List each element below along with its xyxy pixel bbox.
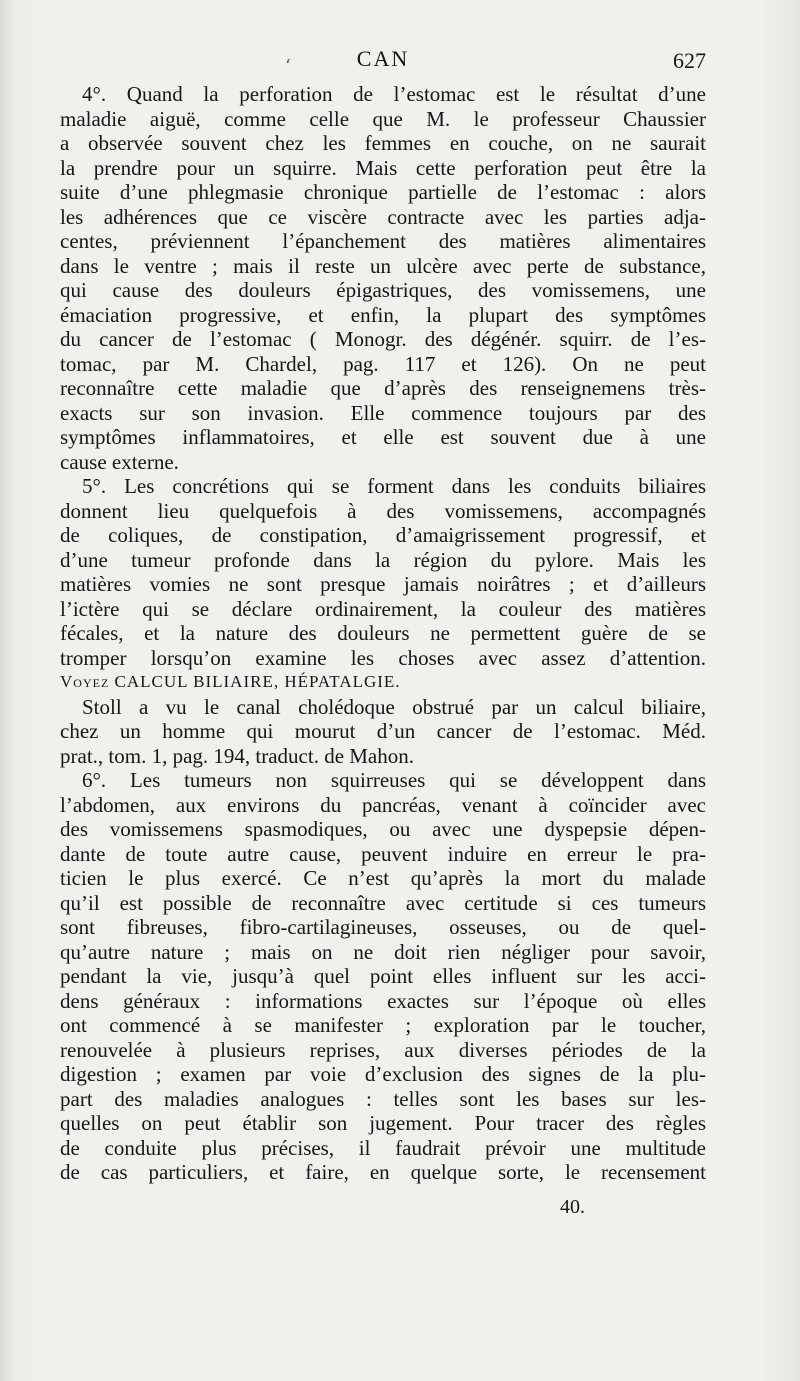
text-line: du cancer de l’estomac ( Monogr. des dégénér. squirr. de l’es- <box>60 327 706 351</box>
text-line: 6°. Les tumeurs non squirreuses qui se développent dans <box>82 768 706 792</box>
text-line: reconnaître cette maladie que d’après des renseignemens très- <box>60 376 706 400</box>
text-line: qu’autre nature ; mais on ne doit rien négliger pour savoir, <box>60 939 706 964</box>
text-line: centes, préviennent l’épanchement des matières alimentaires <box>60 229 706 253</box>
text-line: symptômes inflammatoires, et elle est souvent due à une <box>60 425 706 449</box>
text-line: l’abdomen, aux environs du pancréas, venant à coïncider avec <box>60 792 706 817</box>
text-line: part des maladies analogues : telles sont les bases sur les- <box>60 1086 706 1111</box>
body-text <box>60 82 706 1185</box>
text-line: exacts sur son invasion. Elle commence toujours par des <box>60 400 706 425</box>
text-line: 5°. Les concrétions qui se forment dans les conduits biliaires <box>82 474 706 498</box>
text-line: tomac, par M. Chardel, pag. 117 et 126). On ne peut <box>60 351 706 376</box>
text-line: l’ictère qui se déclare ordinairement, la couleur des matières <box>60 596 706 621</box>
text-line: Stoll a vu le canal cholédoque obstrué par un calcul biliaire, <box>82 694 706 719</box>
text-line: 4°. Quand la perforation de l’estomac est le résultat d’une <box>82 82 706 106</box>
text-line: cause externe. <box>60 449 179 474</box>
text-line: qu’il est possible de reconnaître avec certitude si ces tumeurs <box>60 890 706 915</box>
text-line: matières vomies ne sont presque jamais noirâtres ; et d’ailleurs <box>60 572 706 596</box>
page-number: 627 <box>673 48 706 73</box>
text-line: la prendre pour un squirre. Mais cette perforation peut être la <box>60 155 706 180</box>
text-line: de conduite plus précises, il faudrait prévoir une multitude <box>60 1135 706 1160</box>
text-line: les adhérences que ce viscère contracte avec les parties adja- <box>60 204 706 229</box>
text-line: maladie aiguë, comme celle que M. le professeur Chaussier <box>60 106 706 131</box>
text-line: ticien le plus exercé. Ce n’est qu’après la mort du malade <box>60 866 706 890</box>
text-line: ont commencé à se manifester ; exploration par le toucher, <box>60 1013 706 1037</box>
text-line: suite d’une phlegmasie chronique partielle de l’estomac : alors <box>60 180 706 204</box>
text-line: qui cause des douleurs épigastriques, des vomissemens, une <box>60 278 706 302</box>
text-line: a observée souvent chez les femmes en couche, on ne saurait <box>60 131 706 155</box>
running-head-title: CAN <box>356 46 410 71</box>
text-line: renouvelée à plusieurs reprises, aux diverses périodes de la <box>60 1037 706 1062</box>
text-line: de cas particuliers, et faire, en quelque sorte, le recensement <box>60 1160 706 1184</box>
signature-mark: 40. <box>560 1196 585 1218</box>
cross-reference-line: Voyez CALCUL BILIAIRE, HÉPATALGIE. <box>60 672 401 691</box>
text-line: de coliques, de constipation, d’amaigrissement progressif, et <box>60 523 706 547</box>
text-line: chez un homme qui mourut d’un cancer de l’estomac. Méd. <box>60 719 706 743</box>
text-line: des vomissemens spasmodiques, ou avec une dyspepsie dépen- <box>60 817 706 841</box>
text-line: pendant la vie, jusqu’à quel point elles influent sur les acci- <box>60 964 706 988</box>
text-line: dens généraux : informations exactes sur l’époque où elles <box>60 988 706 1013</box>
text-line: dante de toute autre cause, peuvent induire en erreur le pra- <box>60 841 706 866</box>
text-line: dans le ventre ; mais il reste un ulcère avec perte de substance, <box>60 253 706 278</box>
text-line: d’une tumeur profonde dans la région du pylore. Mais les <box>60 547 706 572</box>
text-line: donnent lieu quelquefois à des vomissemens, accompagnés <box>60 498 706 523</box>
text-line: prat., tom. 1, pag. 194, traduct. de Mahon. <box>60 743 415 768</box>
text-line: tromper lorsqu’on examine les choses avec assez d’attention. <box>60 645 706 670</box>
text-line: sont fibreuses, fibro-cartilagineuses, osseuses, ou de quel- <box>60 915 706 939</box>
running-head-mark: ʻ <box>285 56 291 77</box>
text-line: digestion ; examen par voie d’exclusion des signes de la plu- <box>60 1062 706 1086</box>
text-line: fécales, et la nature des douleurs ne permettent guère de se <box>60 621 706 645</box>
text-line: émaciation progressive, et enfin, la plupart des symptômes <box>60 302 706 327</box>
text-line: quelles on peut établir son jugement. Pour tracer des règles <box>60 1111 706 1135</box>
running-head <box>60 46 706 76</box>
